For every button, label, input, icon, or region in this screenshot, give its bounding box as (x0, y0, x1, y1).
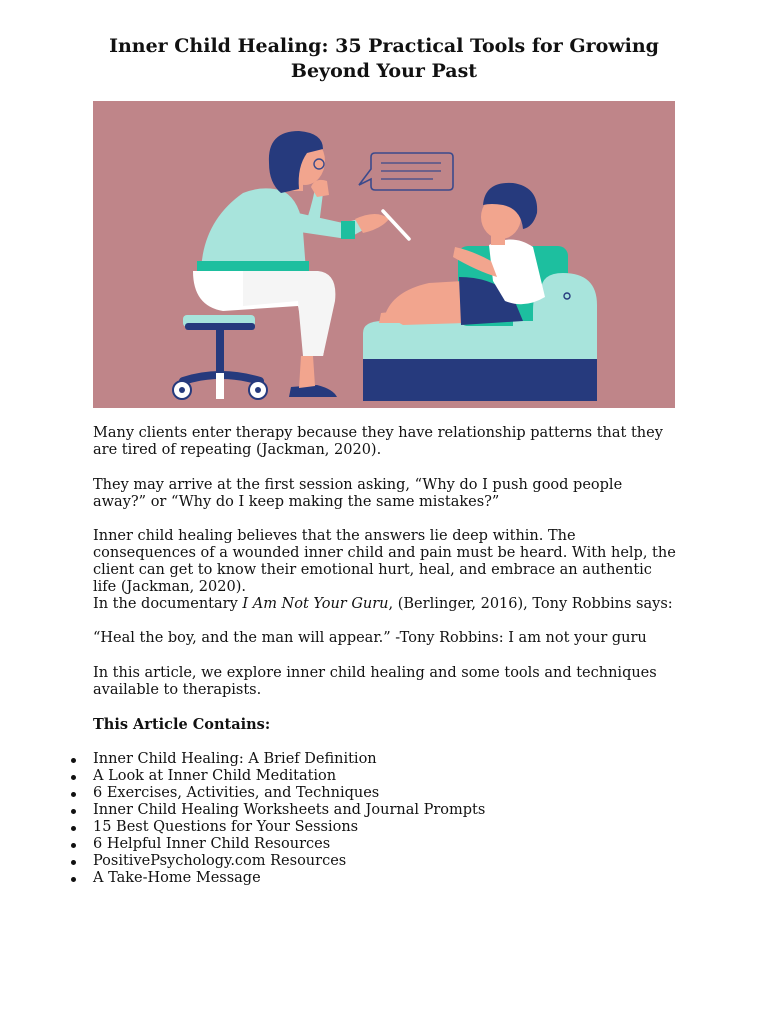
list-item-label: PositivePsychology.com Resources (93, 853, 347, 869)
bullet-icon (71, 809, 76, 814)
quote-tony-robbins: “Heal the boy, and the man will appear.” -Tony Robbins: I am not your guru (93, 630, 647, 646)
paragraph-intro: Many clients enter therapy because they have relationship patterns that they are tired of repeating (Jackman, 2020). (93, 425, 663, 458)
therapist-and-child-illustration-icon (93, 101, 675, 408)
contents-list (93, 751, 485, 887)
list-item-label: Inner Child Healing: A Brief Definition (93, 751, 377, 767)
title-line-2: Beyond Your Past (290, 60, 478, 82)
paragraph-inner-child-healing: Inner child healing believes that the answers lie deep within. The consequences of a wounded inner child and pain must be heard. With help, the client can get to know their emotional hurt, heal, and embrace an authentic life (Jackman, 2020). (93, 528, 676, 595)
bullet-icon (71, 877, 76, 882)
list-item (93, 785, 485, 802)
list-item-label: 6 Exercises, Activities, and Techniques (93, 785, 380, 801)
documentary-suffix: , (Berlinger, 2016), Tony Robbins says: (388, 596, 673, 612)
hero-illustration (93, 101, 675, 408)
paragraph-article-scope: In this article, we explore inner child healing and some tools and techniques available to therapists. (93, 665, 657, 698)
documentary-title: I Am Not Your Guru (242, 596, 389, 612)
list-item (93, 819, 485, 836)
list-item (93, 836, 485, 853)
documentary-prefix: In the documentary (93, 596, 243, 612)
list-item-label: Inner Child Healing Worksheets and Journal Prompts (93, 802, 486, 818)
list-item-label: 6 Helpful Inner Child Resources (93, 836, 331, 852)
page-title (93, 34, 675, 84)
paragraph-client-questions: They may arrive at the first session asking, “Why do I push good people away?” or “Why do I keep making the same mistakes?” (93, 477, 623, 510)
paragraph-documentary (93, 596, 678, 613)
bullet-icon (71, 860, 76, 865)
bullet-icon (71, 843, 76, 848)
speech-bubble-icon (359, 153, 453, 190)
office-chair-icon (173, 315, 267, 399)
bullet-icon (71, 826, 76, 831)
title-line-1: Inner Child Healing: 35 Practical Tools for Growing (109, 35, 659, 57)
bullet-icon (71, 775, 76, 780)
list-item (93, 802, 485, 819)
list-item-label: 15 Best Questions for Your Sessions (93, 819, 359, 835)
contents-heading: This Article Contains: (93, 716, 271, 733)
list-item (93, 751, 485, 768)
list-item (93, 768, 485, 785)
bullet-icon (71, 758, 76, 763)
list-item-label: A Take-Home Message (93, 870, 261, 886)
list-item (93, 870, 485, 887)
list-item (93, 853, 485, 870)
list-item-label: A Look at Inner Child Meditation (93, 768, 337, 784)
child-figure (379, 183, 545, 325)
bullet-icon (71, 792, 76, 797)
